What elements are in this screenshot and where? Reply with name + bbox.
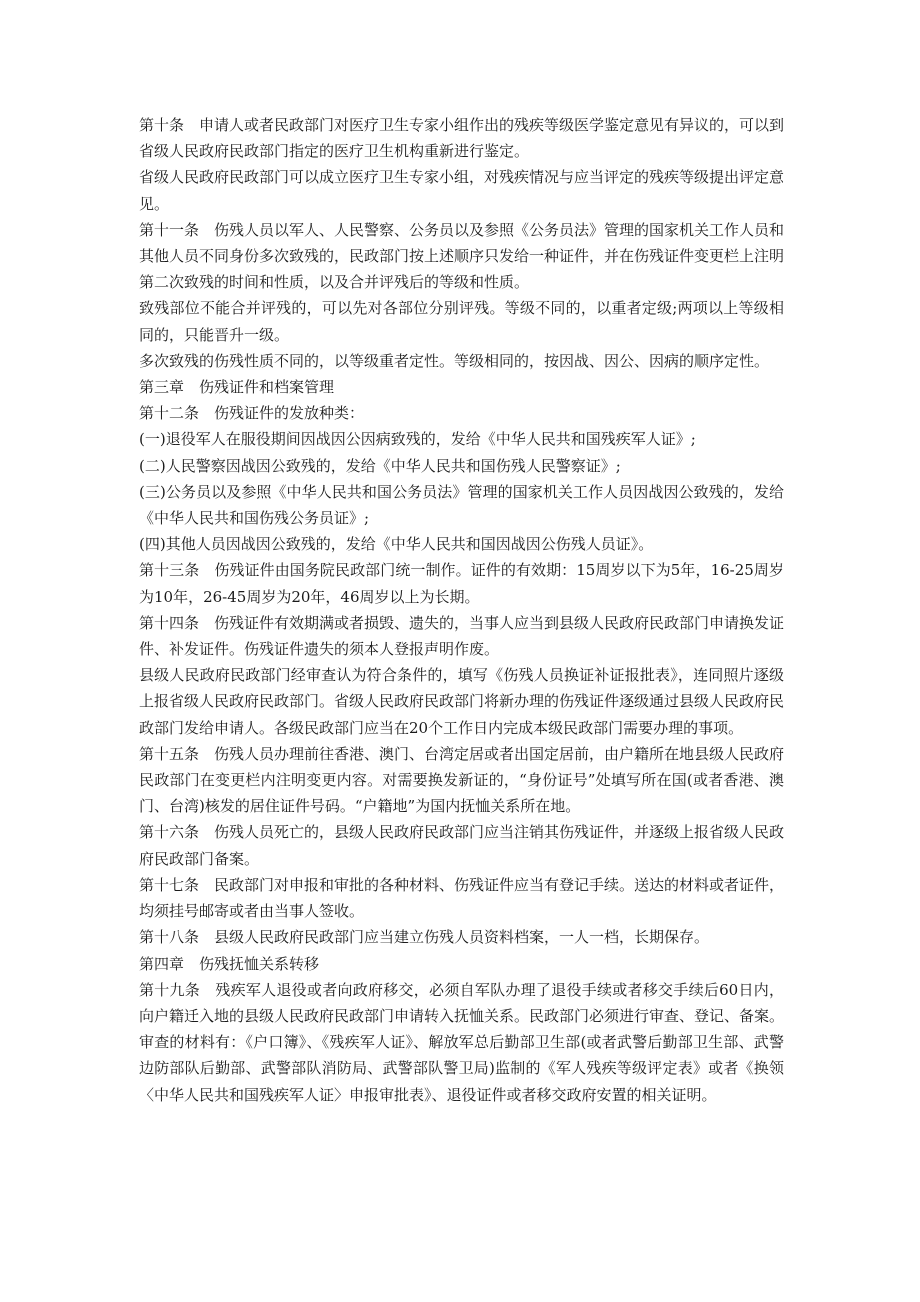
chapter-4-heading: 第四章 伤残抚恤关系转移 [139,954,320,973]
paragraph-article-10: 第十条 申请人或者民政部门对医疗卫生专家小组作出的残疾等级医学鉴定意见有异议的，可以到省级人民政府民政部门指定的医疗卫生机构重新进行鉴定。 [139,116,785,161]
list-item-2: (二)人民警察因战因公致残的，发给《中华人民共和国伤残人民警察证》; [139,456,621,475]
paragraph-article-11: 第十一条 伤残人员以军人、人民警察、公务员以及参照《公务员法》管理的国家机关工作人员和其他人员不同身份多次致残的，民政部门按上述顺序只发给一种证件，并在伤残证件变更栏上注明第二次致残的时间和性质，以及合并评残后的等级和性质。 [139,220,785,292]
paragraph-article-17: 第十七条 民政部门对申报和审批的各种材料、伤残证件应当有登记手续。送达的材料或者证件，均须挂号邮寄或者由当事人签收。 [139,875,785,921]
chapter-3-heading: 第三章 伤残证件和档案管理 [139,378,335,397]
list-item-4: (四)其他人员因战因公致残的，发给《中华人民共和国因战因公伤残人员证》。 [139,535,654,554]
paragraph-article-10-continued: 省级人民政府民政部门可以成立医疗卫生专家小组，对残疾情况与应当评定的残疾等级提出评定意见。 [139,168,785,213]
paragraph-article-19: 第十九条 残疾军人退役或者向政府移交，必须自军队办理了退役手续或者移交手续后60日内，向户籍迁入地的县级人民政府民政部门申请转入抚恤关系。民政部门必须进行审查、登记、备案。审查的材料有：《户口簿》、《残疾军人证》、解放军总后勤部卫生部(或者武警后勤部卫生部、武警边防部队后勤部、武警部队消防局、武警部队警卫局)监制的《军人残疾等级评定表》或者《换领〈中华人民共和国残疾军人证〉申报审批表》、退役证件或者移交政府安置的相关证明。 [139,980,785,1104]
paragraph-article-11-part-2: 致残部位不能合并评残的，可以先对各部位分别评残。等级不同的，以重者定级;两项以上等级相同的，只能晋升一级。 [139,299,784,344]
paragraph-article-14: 第十四条 伤残证件有效期满或者损毁、遗失的，当事人应当到县级人民政府民政部门申请换发证件、补发证件。伤残证件遗失的须本人登报声明作废。 [139,613,785,659]
paragraph-article-18: 第十八条 县级人民政府民政部门应当建立伤残人员资料档案，一人一档，长期保存。 [139,928,710,947]
list-item-1: (一)退役军人在服役期间因战因公因病致残的，发给《中华人民共和国残疾军人证》; [139,430,696,449]
list-item-3: (三)公务员以及参照《中华人民共和国公务员法》管理的国家机关工作人员因战因公致残的，发给《中华人民共和国伤残公务员证》; [139,482,784,528]
paragraph-article-13: 第十三条 伤残证件由国务院民政部门统一制作。证件的有效期：15周岁以下为5年，16-25周岁为10年，26-45周岁为20年，46周岁以上为长期。 [139,561,784,606]
paragraph-article-12: 第十二条 伤残证件的发放种类： [139,404,365,423]
paragraph-article-16: 第十六条 伤残人员死亡的，县级人民政府民政部门应当注销其伤残证件，并逐级上报省级人民政府民政部门备案。 [139,823,785,868]
paragraph-article-15: 第十五条 伤残人员办理前往香港、澳门、台湾定居或者出国定居前，由户籍所在地县级人民政府民政部门在变更栏内注明变更内容。对需要换发新证的，“身份证号”处填写所在国(或者香港、澳门、台湾)核发的居住证件号码。“户籍地”为国内抚恤关系所在地。 [139,744,785,816]
paragraph-article-14-continued: 县级人民政府民政部门经审查认为符合条件的，填写《伤残人员换证补证报批表》，连同照片逐级上报省级人民政府民政部门。省级人民政府民政部门将新办理的伤残证件逐级通过县级人民政府民政部门发给申请人。各级民政部门应当在20个工作日内完成本级民政部门需要办理的事项。 [139,666,785,737]
paragraph-article-11-part-3: 多次致残的伤残性质不同的，以等级重者定性。等级相同的，按因战、因公、因病的顺序定性。 [139,351,770,370]
document-body [139,112,784,1108]
